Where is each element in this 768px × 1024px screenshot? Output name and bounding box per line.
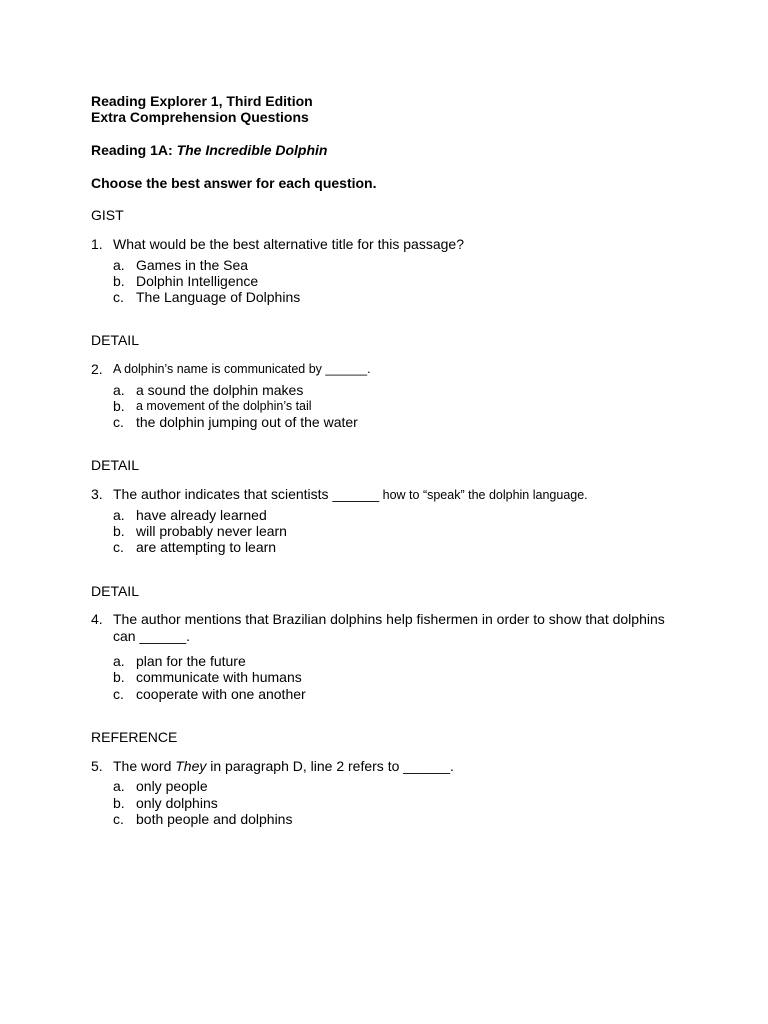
section-label: DETAIL <box>91 457 139 473</box>
question-text-part: The author indicates that scientists ______ <box>113 486 380 502</box>
option-letter: b. <box>113 273 125 289</box>
question-text-part: how to “speak” the dolphin language. <box>379 488 588 502</box>
option-letter: a. <box>113 653 125 669</box>
option-letter: b. <box>113 398 125 414</box>
option-text: are attempting to learn <box>136 539 277 555</box>
option-text: communicate with humans <box>136 669 302 685</box>
option-letter: b. <box>113 523 125 539</box>
section-label: GIST <box>91 207 124 223</box>
option-letter: c. <box>113 414 124 430</box>
option-letter: a. <box>113 778 125 794</box>
question-number: 3. <box>91 486 103 502</box>
option-text: cooperate with one another <box>136 686 306 702</box>
option-text: a sound the dolphin makes <box>136 382 304 398</box>
section-label: REFERENCE <box>91 729 178 745</box>
option-text: only people <box>136 778 208 794</box>
question-text-continued: can ______. <box>113 628 191 644</box>
option-letter: c. <box>113 289 124 305</box>
reading-prefix: Reading 1A: <box>91 142 177 158</box>
option-text: The Language of Dolphins <box>136 289 301 305</box>
option-text: Games in the Sea <box>136 257 249 273</box>
option-letter: b. <box>113 795 125 811</box>
question-text <box>113 486 588 503</box>
question-text-italic: They <box>175 758 207 774</box>
reading-title: The Incredible Dolphin <box>176 142 328 158</box>
option-text: have already learned <box>136 507 267 523</box>
instructions: Choose the best answer for each question. <box>91 175 377 191</box>
question-text <box>113 758 454 774</box>
option-text: both people and dolphins <box>136 811 293 827</box>
option-text: a movement of the dolphin’s tail <box>136 399 312 413</box>
option-letter: b. <box>113 669 125 685</box>
option-letter: c. <box>113 811 124 827</box>
question-number: 5. <box>91 758 103 774</box>
document-subtitle: Extra Comprehension Questions <box>91 109 309 125</box>
option-text: plan for the future <box>136 653 246 669</box>
option-letter: c. <box>113 686 124 702</box>
option-text: will probably never learn <box>136 523 287 539</box>
option-letter: a. <box>113 507 125 523</box>
option-text: Dolphin Intelligence <box>136 273 259 289</box>
question-text-part: The word <box>113 758 176 774</box>
question-number: 4. <box>91 611 103 627</box>
question-text: What would be the best alternative title for this passage? <box>113 236 464 252</box>
option-text: only dolphins <box>136 795 218 811</box>
document-title: Reading Explorer 1, Third Edition <box>91 93 313 109</box>
question-number: 2. <box>91 361 103 377</box>
question-text: A dolphin’s name is communicated by ______. <box>113 362 371 376</box>
question-text-part: in paragraph D, line 2 refers to ______. <box>206 758 454 774</box>
option-letter: a. <box>113 257 125 273</box>
option-letter: a. <box>113 382 125 398</box>
section-label: DETAIL <box>91 583 139 599</box>
question-number: 1. <box>91 236 103 252</box>
section-label: DETAIL <box>91 332 139 348</box>
option-letter: c. <box>113 539 124 555</box>
option-text: the dolphin jumping out of the water <box>136 414 358 430</box>
reading-heading <box>91 142 327 158</box>
question-text: The author mentions that Brazilian dolphins help fishermen in order to show that dolphins <box>113 611 665 627</box>
